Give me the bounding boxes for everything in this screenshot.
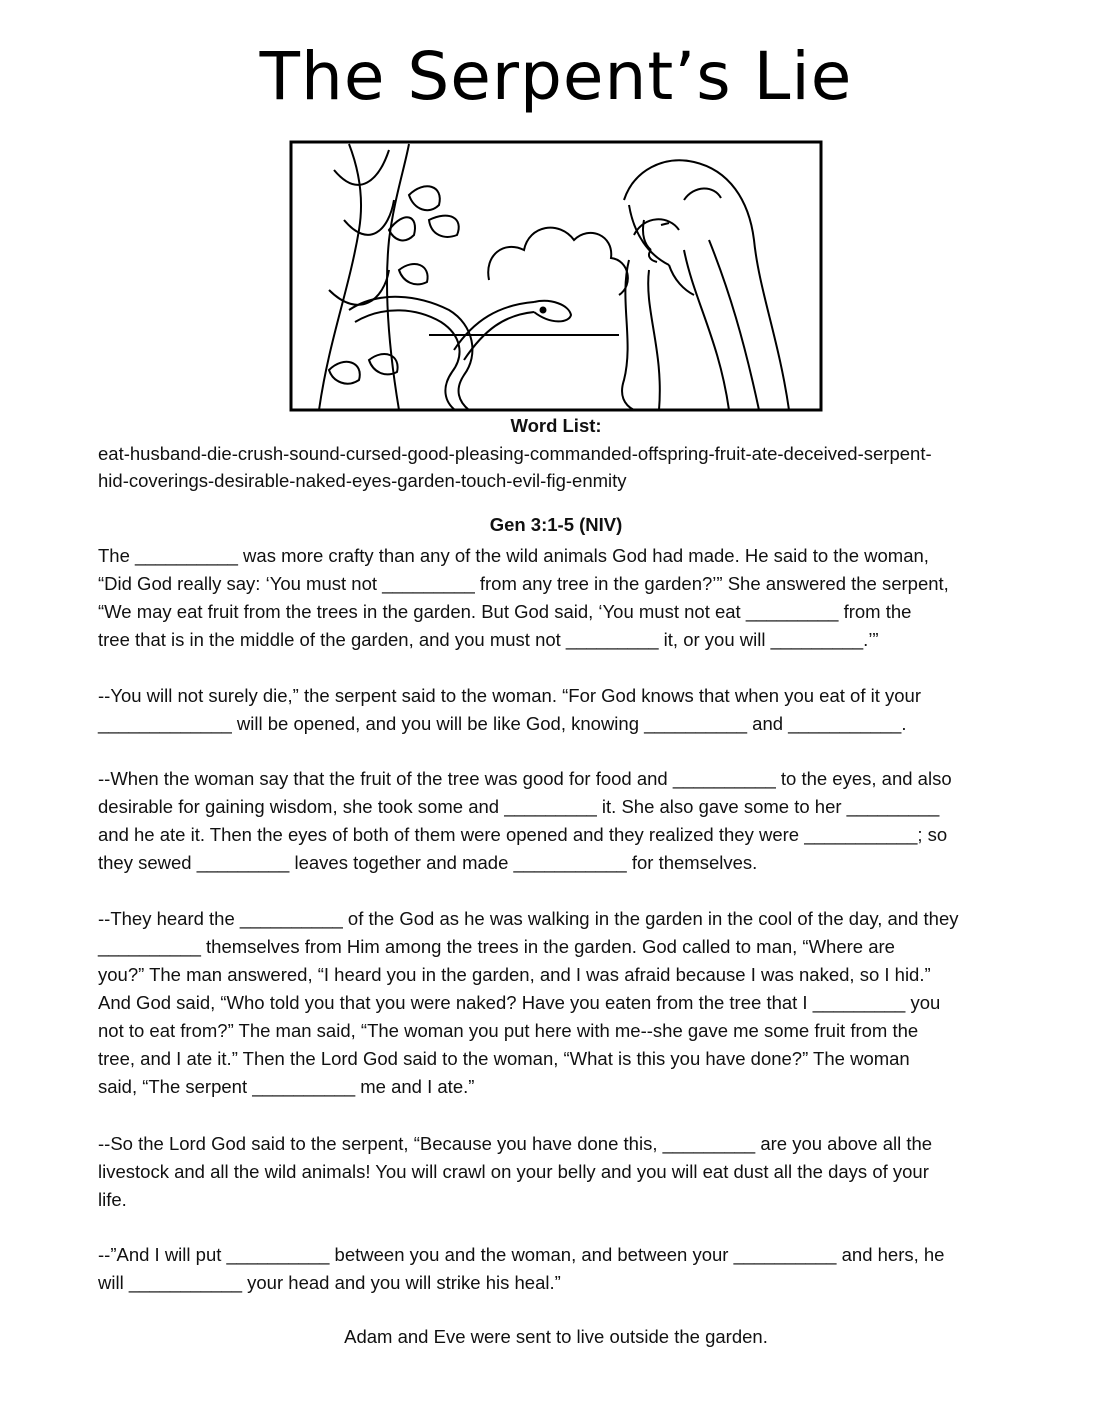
passage-line: you?” The man answered, “I heard you in the garden, and I was afraid because I was naked, so I hid.” [98, 964, 931, 985]
passage-line: livestock and all the wild animals! You will crawl on your belly and you will eat dust all the days of your [98, 1161, 929, 1182]
paragraph-6 [98, 1241, 1038, 1297]
passage-line: not to eat from?” The man said, “The woman you put here with me--she gave me some fruit from the [98, 1020, 919, 1041]
passage-line: said, “The serpent __________ me and I ate.” [98, 1076, 475, 1097]
passage-line: desirable for gaining wisdom, she took some and _________ it. She also gave some to her _________ [98, 796, 940, 817]
passage-line: __________ themselves from Him among the trees in the garden. God called to man, “Where are [98, 936, 895, 957]
passage-line: _____________ will be opened, and you will be like God, knowing __________ and ___________. [98, 713, 907, 734]
passage-line: --When the woman say that the fruit of the tree was good for food and __________ to the eyes, and also [98, 768, 952, 789]
paragraph-4 [98, 905, 1038, 1101]
passage-line: The __________ was more crafty than any of the wild animals God had made. He said to the woman, [98, 545, 929, 566]
passage-line: --”And I will put __________ between you and the woman, and between your __________ and hers, he [98, 1244, 945, 1265]
passage-line: will ___________ your head and you will strike his heal.” [98, 1272, 561, 1293]
passage-line: life. [98, 1189, 127, 1210]
passage-line: And God said, “Who told you that you were naked? Have you eaten from the tree that I _________ you [98, 992, 941, 1013]
passage-line: --They heard the __________ of the God as he was walking in the garden in the cool of the day, and they [98, 908, 959, 929]
footer-note: Adam and Eve were sent to live outside the garden. [344, 1326, 768, 1347]
paragraph-2 [98, 682, 1038, 738]
passage-heading: Gen 3:1-5 (NIV) [489, 514, 623, 535]
passage-line: --You will not surely die,” the serpent said to the woman. “For God knows that when you eat of it your [98, 685, 921, 706]
passage-line: “Did God really say: ‘You must not _________ from any tree in the garden?’” She answered the serpent, [98, 573, 949, 594]
passage-line: they sewed _________ leaves together and made ___________ for themselves. [98, 852, 758, 873]
word-list [98, 440, 1028, 494]
passage-line: --So the Lord God said to the serpent, “Because you have done this, _________ are you above all the [98, 1133, 933, 1154]
paragraph-3 [98, 765, 1038, 877]
page-title: The Serpent’s Lie [259, 38, 853, 115]
passage-line: and he ate it. Then the eyes of both of them were opened and they realized they were ___________; so [98, 824, 948, 845]
paragraph-1 [98, 542, 1038, 654]
eve-and-serpent-illustration-icon [289, 140, 823, 412]
passage-line: tree that is in the middle of the garden, and you must not _________ it, or you will _________.’” [98, 629, 879, 650]
passage-line: tree, and I ate it.” Then the Lord God said to the woman, “What is this you have done?” The woman [98, 1048, 910, 1069]
word-list-heading: Word List: [510, 415, 602, 436]
word-list-line: hid-coverings-desirable-naked-eyes-garden-touch-evil-fig-enmity [98, 470, 627, 491]
word-list-line: eat-husband-die-crush-sound-cursed-good-pleasing-commanded-offspring-fruit-ate-deceived-serpent- [98, 443, 932, 464]
passage-line: “We may eat fruit from the trees in the garden. But God said, ‘You must not eat _________ from the [98, 601, 912, 622]
paragraph-5 [98, 1130, 1038, 1214]
